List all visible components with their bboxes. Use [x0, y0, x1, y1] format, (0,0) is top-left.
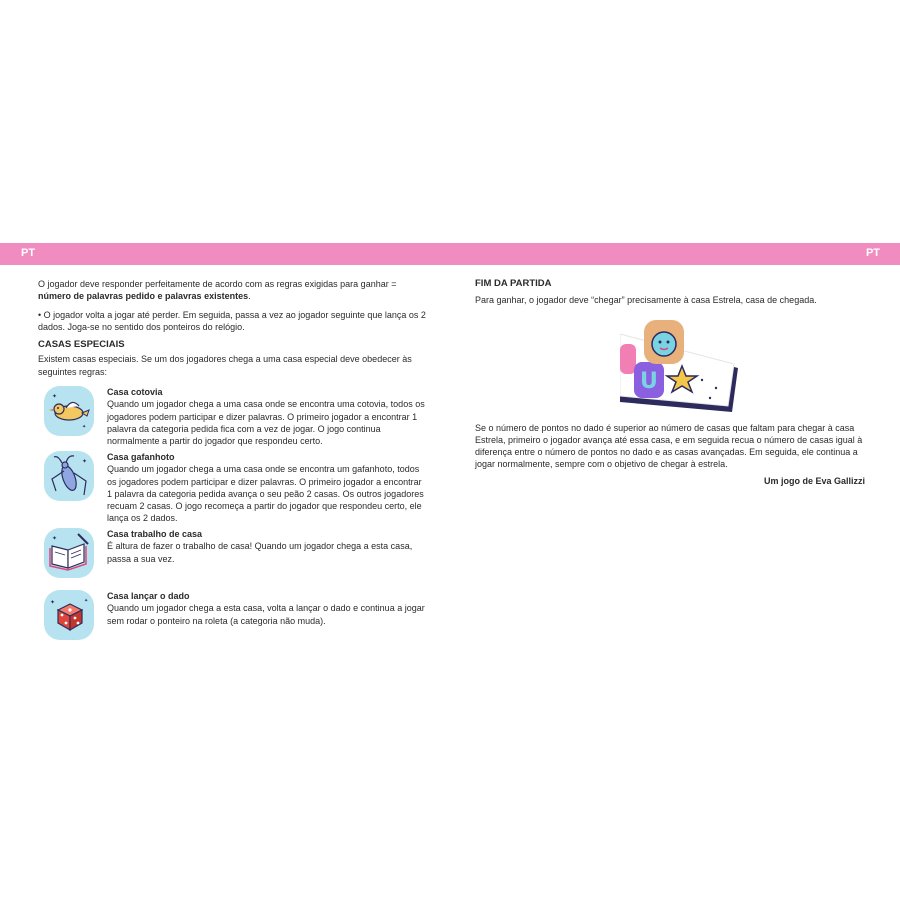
special-square-grasshopper	[38, 451, 430, 524]
left-column	[38, 278, 430, 626]
intro-paragraph	[38, 278, 430, 303]
lark-icon	[44, 386, 94, 436]
header-band	[0, 243, 900, 265]
special-title: Casa gafanhoto	[107, 452, 175, 462]
dice-icon	[44, 590, 94, 640]
special-square-lark	[38, 386, 430, 446]
grasshopper-icon	[44, 451, 94, 501]
author-credit: Um jogo de Eva Gallizzi	[763, 476, 865, 486]
end-of-game-title: FIM DA PARTIDA	[475, 278, 552, 289]
special-squares-intro: Existem casas especiais. Se um dos jogadores chega a uma casa especial deve obedecer às seguintes regras:	[38, 354, 412, 377]
svg-text:✦: ✦	[52, 536, 58, 542]
special-title: Casa lançar o dado	[107, 591, 190, 601]
svg-text:✦: ✦	[52, 394, 58, 400]
special-title: Casa cotovia	[107, 387, 163, 397]
language-label-right: PT	[865, 247, 880, 259]
intro-end: .	[248, 291, 251, 302]
special-text: É altura de fazer o trabalho de casa! Quando um jogador chega a esta casa, passa a sua vez.	[107, 541, 413, 564]
special-title: Casa trabalho de casa	[107, 529, 203, 539]
bullet-paragraph: • O jogador volta a jogar até perder. Em seguida, passa a vez ao jogador seguinte que lança os 2 dados. Joga-se no sentido dos ponteiros do relógio.	[38, 309, 426, 332]
intro-bold-text: número de palavras pedido e palavras existentes	[38, 291, 249, 302]
special-text: Quando um jogador chega a esta casa, volta a lançar o dado e continua a jogar sem rodar o ponteiro na roleta (a categoria não muda).	[107, 603, 425, 626]
special-square-homework	[38, 528, 430, 588]
special-squares-title: CASAS ESPECIAIS	[38, 339, 125, 351]
language-label-left: PT	[21, 247, 36, 259]
svg-text:✦: ✦	[84, 598, 89, 604]
special-text: Quando um jogador chega a uma casa onde se encontra um gafanhoto, todos os jogadores podem participar e dizer palavras. O primeiro jogador a encontrar 1 palavra da categoria pedida avança o seu peão 2 casas. Os outros jogadores recuam 2 casas. O jogo recomeça a partir do jogador que respondeu certo, ele lança os 2 dados.	[107, 464, 424, 524]
intro-text: O jogador deve responder perfeitamente de acordo com as regras exigidas para ganhar =	[38, 279, 397, 289]
game-board-illustration	[620, 318, 738, 412]
svg-text:U: U	[640, 369, 658, 394]
svg-text:✦: ✦	[82, 459, 88, 465]
end-of-game-intro: Para ganhar, o jogador deve “chegar” precisamente à casa Estrela, casa de chegada.	[475, 295, 817, 306]
svg-text:✦: ✦	[50, 600, 56, 606]
homework-book-icon	[44, 528, 94, 578]
special-text: Quando um jogador chega a uma casa onde se encontra uma cotovia, todos os jogadores podem participar e dizer palavras. O primeiro jogador a encontrar 1 palavra da categoria pedida fica com a vez de jogar. O jogo continua normalmente a partir do jogador que respondeu certo.	[107, 399, 425, 447]
end-of-game-body: Se o número de pontos no dado é superior ao número de casas que faltam para chegar à casa Estrela, primeiro o jogador avança até essa casa, e em seguida recua o número de casas igual à diferença entre o número de pontos no dado e as casas avançadas. Em seguida, ele continua a jogar normalmente, sempre com o objetivo de chegar à estrela.	[475, 422, 863, 470]
svg-text:✦: ✦	[82, 424, 87, 430]
special-square-dice	[38, 590, 430, 650]
